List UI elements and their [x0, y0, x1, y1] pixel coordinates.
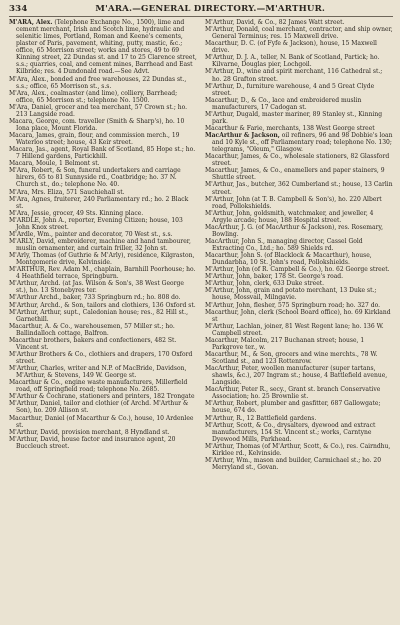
- entry-text: M'Arthur, David, provision merchant, 8 Hyndland st.: [9, 428, 170, 436]
- entry-text: Macarthur, Daniel (of Macarthur & Co.), house, 10 Ardenlee st.: [9, 414, 194, 429]
- directory-entry: [9, 280, 197, 294]
- entry-text: (Telephone Exchange No., 1500), lime and cement merchant, Irish and Scotch lime, hydraulic and selenitic limes, Portland, Roman and Keene's cements, plaster of Paris, pavement, whiting, putty, mastic, &c.; office, 65 Morrison street; works and stores, 49 to 69 Kinning street, 22 Dundas st. and 17 to 25 Clarence street, s.s.; quarries, coal, and cement mines, Barrhead and East Kilbride; res. 4 Dundonald road.—See Advt.: [16, 19, 197, 76]
- entry-text: M'Arthur, Jas., butcher, 362 Cumberland st.; house, 13 Carlin street.: [205, 181, 393, 196]
- directory-entry: [9, 309, 197, 323]
- directory-entry: [9, 196, 197, 210]
- directory-entry: [205, 40, 393, 54]
- entry-text: M'Arly, Thomas (of Guthrie & M'Arly), residence, Kilgraston, Montgomerie drive, Kelvinside.: [9, 252, 195, 267]
- entry-text: M'ARDLE, John A., reporter, Evening Citizen; house, 103 John Knox street.: [9, 216, 183, 231]
- entry-text: M'Ara, Jessie, grocer, 49 Sts. Kinning place.: [9, 209, 144, 217]
- directory-entry: [9, 146, 197, 160]
- directory-entry: [9, 160, 197, 167]
- entry-text: MacArthur, Peter R., secy., Grant st. branch Conservative Association; ho. 25 Brownlie st.: [205, 386, 381, 401]
- entry-text: Macarthur, D., & Co., lace and embroidered muslin manufacturers, 17 Cadogan st.: [205, 96, 362, 111]
- entry-text: M'Ara, Mrs. Eliza, 571 Sauchiehall st.: [9, 188, 125, 196]
- entry-text: M'Arthur, Donald, coal merchant, contractor, and ship owner, General Terminus; res. 15 Maxwell drive.: [205, 26, 393, 41]
- directory-entry: [205, 83, 393, 97]
- entry-text: M'ARLY, David, embroiderer, machine and hand tambourer, muslin ornamenter, and curtain friller, 32 John st.: [9, 237, 191, 252]
- directory-entry: [205, 309, 393, 323]
- entry-text: MacArthur, John S., managing director, Cassel Gold Extracting Co., Ltd.; ho. 589 Shields rd.: [205, 237, 363, 252]
- entry-text: Macarthur, A. & Co., warehousemen, 57 Miller st.; ho. Ballindalloch cottage, Balfron.: [9, 322, 175, 337]
- entry-text: M'Ara, Alex., bonded and free warehouses, 22 Dundas st., s.s.; office, 65 Morrison st., s.s.: [9, 75, 187, 90]
- directory-entry: [9, 436, 197, 450]
- entry-text: M'Arthur, John, grain and potato merchant, 13 Duke st.; house, Mossvail, Milngavie.: [205, 287, 377, 302]
- directory-entry: [9, 266, 197, 280]
- directory-entry: [9, 415, 197, 429]
- entry-text: Macarthur, James, & Co., enamellers and paper stainers, 9 Shuttle street.: [205, 167, 385, 182]
- directory-entry: [9, 90, 197, 104]
- directory-entry: [205, 415, 393, 422]
- directory-entry: [9, 302, 197, 309]
- entry-text: M'Arthur, Daniel, tailor and clothier (of Archd. M'Arthur & Son), ho. 209 Allison st.: [9, 400, 189, 415]
- entry-text: M'Arthur, John (at T. B. Campbell & Son's), ho. 220 Albert road, Pollokshields.: [205, 195, 382, 210]
- directory-entry: [205, 266, 393, 273]
- directory-entry: [205, 400, 393, 414]
- entry-text: Macara, George, com. traveller (Smith & Sharp's), ho. 10 Iona place, Mount Florida.: [9, 117, 185, 132]
- directory-entry: [9, 217, 197, 231]
- entry-text: Macarthur, John S. (of Blacklock & Macarthur), house, Dundarbha, 10 St. John's road, Pollokshields.: [205, 252, 372, 267]
- directory-entry: [205, 287, 393, 301]
- running-head-left: M'ARA.: [95, 4, 133, 14]
- entry-text: Macarthur, Malcolm, 217 Buchanan street; house, 1 Parkgrove ter., w.: [205, 336, 365, 351]
- directory-columns: [9, 19, 393, 471]
- directory-entry: [205, 167, 393, 181]
- entry-text: Macarthur brothers, bakers and confectioners, 482 St. Vincent st.: [9, 336, 177, 351]
- directory-entry: [205, 443, 393, 457]
- directory-entry: [205, 54, 393, 68]
- running-head-right: M'ARTHUR.: [265, 4, 326, 14]
- entry-text: Macarthur, James, & Co., wholesale stationers, 82 Glassford street.: [205, 153, 390, 168]
- entry-text: M'Ardle, Wm., painter and decorator, 70 West st., s.s.: [9, 230, 173, 238]
- directory-entry: [9, 167, 197, 188]
- left-column: [9, 19, 197, 471]
- directory-entry: [9, 210, 197, 217]
- entry-text: M'Arthur, John, clerk, 633 Duke street.: [205, 280, 325, 288]
- entry-text: M'Arthur Archd., baker, 733 Springburn rd.; ho. 808 do.: [9, 294, 181, 302]
- directory-entry: [205, 351, 393, 365]
- entry-text: oil refiners, 96 and 98 Dobbie's loan and 10 Kyle st., off Parliamentary road; telephone No. 130; telegrams, "Oleum," Glasgow.: [212, 132, 393, 154]
- directory-entry: [205, 386, 393, 400]
- directory-entry: [9, 294, 197, 301]
- directory-entry: [9, 429, 197, 436]
- entry-text: M'Arthur, Dugald, master mariner, 89 Stanley st., Kinning park.: [205, 110, 383, 125]
- running-head: M'ARA.—GENERAL DIRECTORY.—M'ARTHUR.: [95, 4, 326, 14]
- entry-heading: M'ARA, Alex.: [9, 19, 53, 26]
- directory-entry: [205, 238, 393, 252]
- entry-text: M'Arthur, Thomas (of M'Arthur, Scott, & Co.), res. Cairndhu, Kirklee rd., Kelvinside.: [205, 442, 391, 457]
- entry-text: Macarthur, John, clerk (School Board office), ho. 69 Kirkland st: [205, 308, 391, 323]
- directory-entry: [205, 19, 393, 26]
- entry-text: M'Arthur, D., furniture warehouse, 4 and 5 Great Clyde street.: [205, 82, 375, 97]
- entry-text: M'Arthur, Lachlan, joiner, 81 West Regent lane; ho. 136 W. Campbell street.: [205, 322, 384, 337]
- entry-text: M'Ara, Daniel, grocer and tea merchant, 57 Crown st.; ho. 213 Langside road.: [9, 103, 188, 118]
- entry-heading: MacArthur & Jackson,: [205, 132, 280, 139]
- directory-entry: [9, 76, 197, 90]
- entry-text: M'Arthur, R., 12 Battlefield gardens.: [205, 414, 317, 422]
- directory-entry: [205, 125, 393, 132]
- directory-entry: [205, 224, 393, 238]
- directory-entry: [9, 393, 197, 400]
- entry-text: M'Arthur, Robert, plumber and gasfitter, 687 Gallowgate; house, 674 do.: [205, 400, 381, 415]
- entry-text: M'Arthur, John (of R. Campbell & Co.), ho. 62 George street.: [205, 266, 390, 274]
- entry-text: M'Arthur, Archd. (at Jas. Wilson & Son's, 38 West George st.), ho. 13 Stonebyres ter.: [9, 280, 184, 295]
- directory-entry: [205, 422, 393, 443]
- directory-entry: [205, 457, 393, 471]
- directory-entry: [205, 273, 393, 280]
- entry-text: Macarthur & Co., engine waste manufacturers, Millerfield road, off Springfield road; telephone No. 2685.: [9, 379, 188, 394]
- directory-entry: [205, 302, 393, 309]
- right-column: [205, 19, 393, 471]
- directory-entry: [9, 337, 197, 351]
- entry-text: Macara, Moule, 1 Belmont st.: [9, 160, 100, 168]
- entry-text: MacArthur, J. G. (of MacArthur & Jackson), res. Rosemary, Bowling.: [205, 223, 383, 238]
- entry-text: Macarthur, D. C. (of Fyfe & Jackson), house, 15 Maxwell drive.: [205, 40, 377, 55]
- directory-entry: [9, 400, 197, 414]
- entry-text: M'Arthur & Cochrane, stationers and printers, 182 Trongate: [9, 393, 195, 401]
- entry-text: M'Arthur, D., wine and spirit merchant, 116 Cathedral st.; ho. 28 Grafton street.: [205, 68, 383, 83]
- directory-entry: [205, 97, 393, 111]
- entry-text: Macara, James, grain, flour, and commission merch., 19 Waterloo street; house, 43 Keir street.: [9, 132, 180, 147]
- directory-entry: [205, 68, 393, 82]
- entry-text: M'Arthur, John, goldsmith, watchmaker, and jeweller, 4 Argyle arcade; house, 188 Hospital street.: [205, 209, 374, 224]
- directory-entry: [9, 238, 197, 252]
- directory-entry: [9, 118, 197, 132]
- directory-entry: [205, 111, 393, 125]
- directory-entry: [9, 189, 197, 196]
- entry-text: M'ARTHUR, Rev. Adam M., chaplain, Barnhill Poorhouse; ho. 4 Heathfield terrace, Springburn.: [9, 266, 196, 281]
- directory-entry: [205, 365, 393, 386]
- entry-text: M'Arthur Brothers & Co., clothiers and drapers, 170 Oxford street.: [9, 350, 193, 365]
- entry-text: M'Arthur, Charles, writer and N.P. of MacBride, Davidson, M'Arthur, & Stevens, 149 W. George st.: [9, 365, 187, 380]
- entry-text: M'Arthur, D. J. A., teller, N. Bank of Scotland, Partick; ho. Kilvarne, Douglas pier, Lochgoil.: [205, 54, 380, 69]
- running-head-center: GENERAL DIRECTORY.: [141, 4, 257, 14]
- entry-text: M'Arthur, John, baker, 178 St. George's road.: [205, 273, 344, 281]
- entry-text: Macarthur, M., & Son, grocers and wine merchts., 78 W. Scotland st., and 123 Rottenrow.: [205, 350, 378, 365]
- directory-entry: [205, 181, 393, 195]
- entry-text: MacArthur, Peter, woollen manufacturer (super tartans, shawls, &c.), 207 Ingram st.; house, 4 Battlefield avenue, Langside.: [205, 365, 388, 387]
- directory-entry: [9, 379, 197, 393]
- directory-entry: [9, 323, 197, 337]
- entry-text: M'Arthur, Arthur, supt., Caledonian house; res., 82 Hill st., Garnethill.: [9, 308, 188, 323]
- entry-text: M'Ara, Robert, & Son, funeral undertakers and carriage hirers, 65 to 81 Sunnyside rd., Coatbridge; ho. 37 N. Church st., do.; telephone No. 40.: [9, 167, 181, 189]
- entry-text: Macara, Jas., agent, Royal Bank of Scotland, 85 Hope st.; ho. 7 Hillend gardens, Partickhill.: [9, 146, 196, 161]
- directory-entry: [205, 132, 393, 153]
- entry-text: M'Arthur, David, house factor and insurance agent, 20 Buccleuch street.: [9, 435, 176, 450]
- directory-entry: [205, 252, 393, 266]
- directory-entry: [9, 231, 197, 238]
- directory-entry: [9, 104, 197, 118]
- directory-entry: [205, 280, 393, 287]
- directory-entry: [205, 323, 393, 337]
- entry-text: M'Arthur, David, & Co., 82 James Watt street.: [205, 19, 345, 26]
- directory-entry: [9, 132, 197, 146]
- entry-text: M'Arthur, Wm., mason and builder, Carmichael st.; ho. 20 Merryland st., Govan.: [205, 456, 382, 471]
- entry-text: M'Arthur, John, flesher, 575 Springburn road; ho. 327 do.: [205, 301, 381, 309]
- directory-entry: [9, 351, 197, 365]
- directory-entry: [9, 19, 197, 76]
- page-header: [9, 4, 393, 17]
- directory-entry: [205, 196, 393, 210]
- directory-entry: [9, 252, 197, 266]
- entry-text: M'Ara, Alex., coalmaster (and lime), colliery, Barrhead; office, 65 Morrison st.; telephone No. 1500.: [9, 89, 178, 104]
- directory-entry: [9, 365, 197, 379]
- entry-text: M'Ara, Agnes, fruiterer, 240 Parliamentary rd.; ho. 2 Black st.: [9, 195, 189, 210]
- entry-text: M'Arthur, Archd., & Son, tailors and clothiers, 136 Oxford st.: [9, 301, 196, 309]
- page-number: 334: [9, 4, 28, 14]
- entry-text: Macarthur & Farie, merchants, 138 West George street: [205, 124, 375, 132]
- directory-entry: [205, 26, 393, 40]
- directory-entry: [205, 337, 393, 351]
- directory-entry: [205, 153, 393, 167]
- directory-entry: [205, 210, 393, 224]
- entry-text: M'Arthur, Scott, & Co., drysalters, dyewood and extract manufacturers, 154 St. Vincent st.; works, Carntyne Dyewood Mills, Parkhead.: [205, 421, 376, 443]
